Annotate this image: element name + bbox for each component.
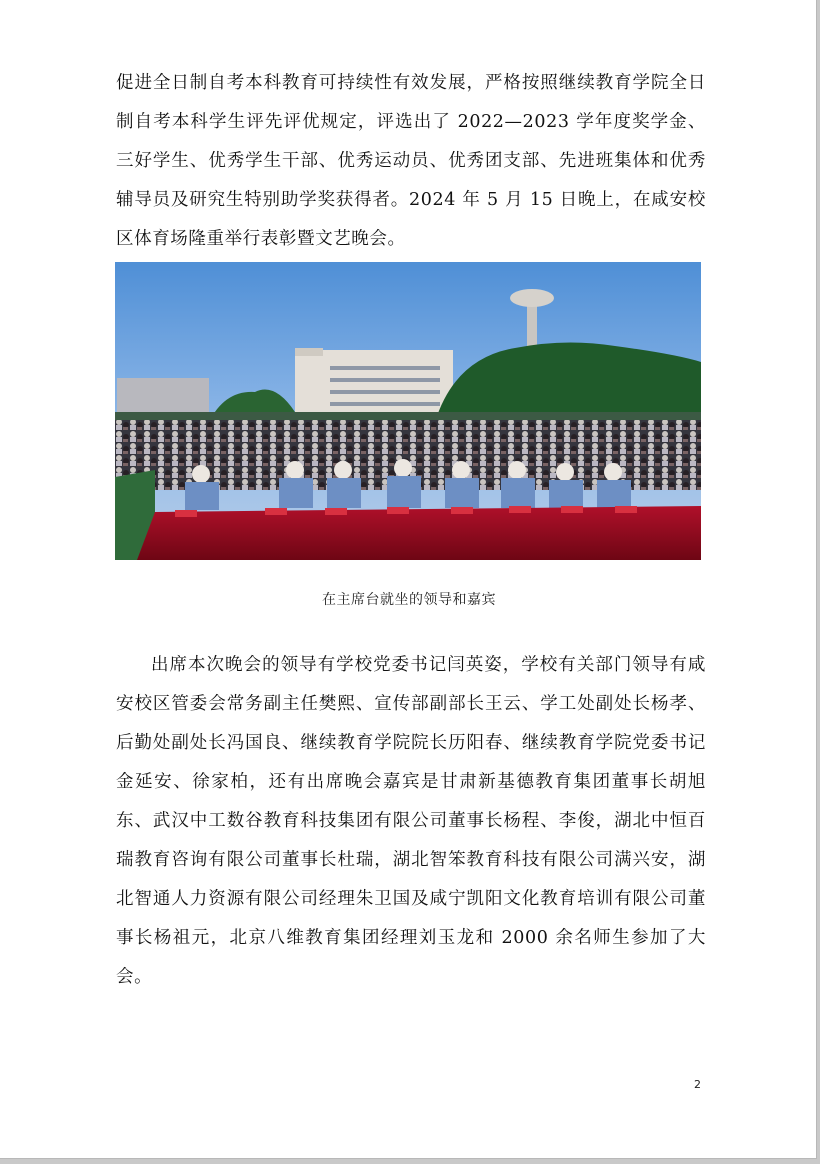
body-paragraph-2: 出席本次晚会的领导有学校党委书记闫英姿，学校有关部门领导有咸安校区管委会常务副主任樊熙、宣传部副部长王云、学工处副处长杨孝、后勤处副处长冯国良、继续教育学院院长历阳春、继续教育学院党委书记金延安、徐家柏，还有出席晚会嘉宾是甘肃新基德教育集团董事长胡旭东、武汉中工数谷教育科技集团有限公司董事长杨程、李俊，湖北中恒百瑞教育咨询有限公司董事长杜瑞，湖北智笨教育科技有限公司满兴安，湖北智通人力资源有限公司经理朱卫国及咸宁凯阳文化教育培训有限公司董事长杨祖元，北京八维教育集团经理刘玉龙和 2000 余名师生参加了大会。 bbox=[116, 655, 706, 987]
event-photo bbox=[115, 262, 701, 560]
page-number: 2 bbox=[694, 1078, 701, 1091]
photo-caption: 在主席台就坐的领导和嘉宾 bbox=[322, 592, 496, 608]
event-photo-illustration bbox=[115, 262, 701, 560]
body-paragraph-1: 促进全日制自考本科教育可持续性有效发展，严格按照继续教育学院全日制自考本科学生评先评优规定，评选出了 2022—2023 学年度奖学金、三好学生、优秀学生干部、优秀运动员、优秀团支部、先进班集体和优秀辅导员及研究生特别助学奖获得者。2024 年 5 月 15 日晚上，在咸安校区体育场隆重举行表彰暨文艺晚会。 bbox=[116, 73, 706, 249]
